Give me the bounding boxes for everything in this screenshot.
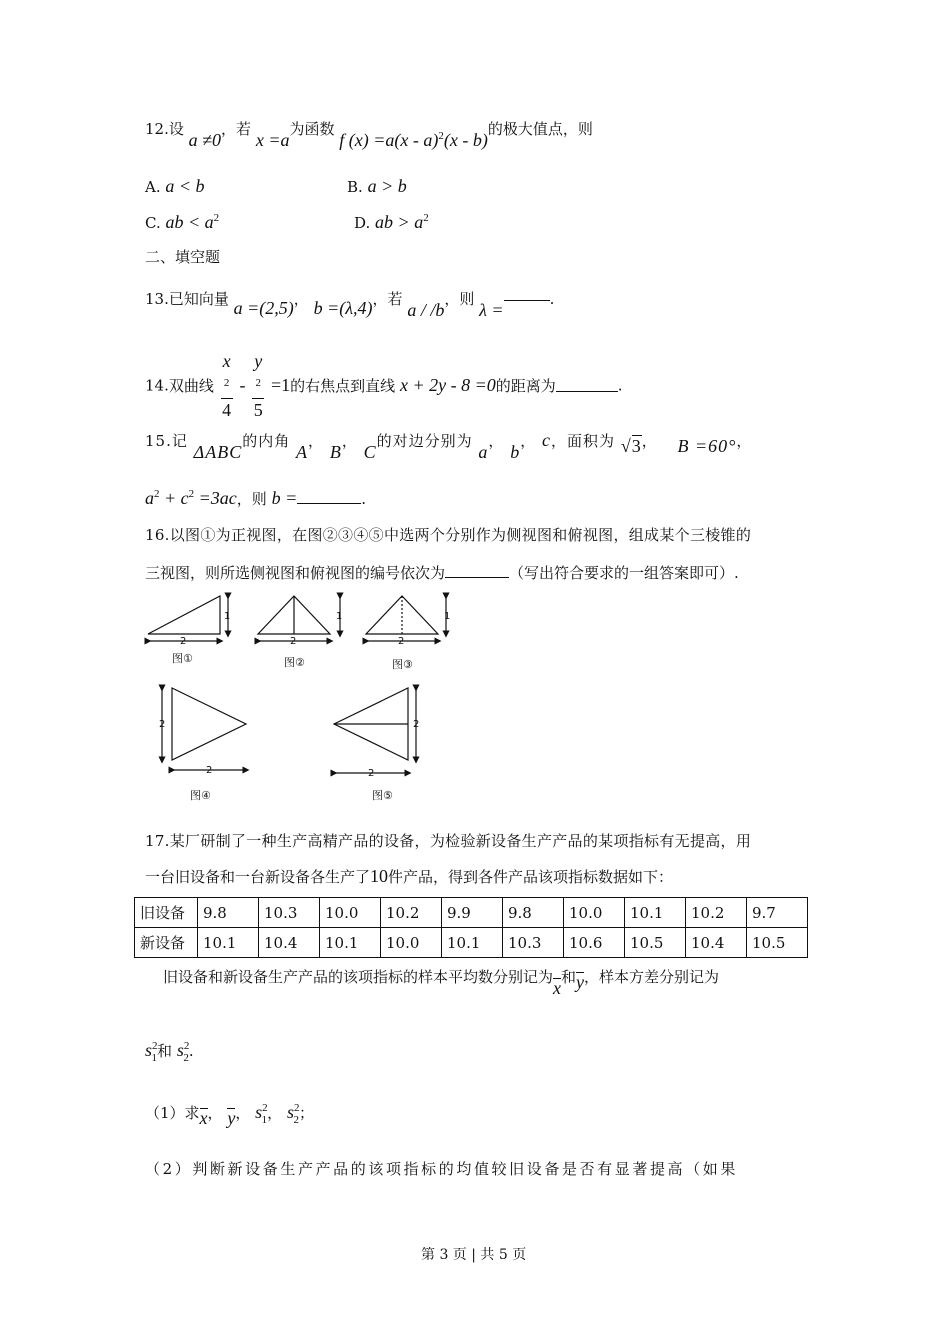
table-cell: 10.0 — [320, 898, 381, 928]
q12-option-a: A. a < b — [145, 176, 205, 196]
q12-option-d: D. ab > $a^2$ — [354, 212, 429, 232]
q16-figures — [140, 588, 470, 813]
q17-line3: 旧设备和新设备生产产品的该项指标的样本平均数分别记为x和y，样本方差分别记为 — [163, 968, 720, 998]
table-cell: 10.5 — [747, 928, 808, 958]
fig2-caption: 图② — [284, 656, 305, 669]
row-header: 旧设备 — [135, 898, 198, 928]
row-header: 新设备 — [135, 928, 198, 958]
q14-frac-x: x $^2$ 4 — [222, 351, 232, 420]
q17-sub1: （1）求x， y， $s^2_1$， $s^2_2$； — [145, 1102, 314, 1128]
q15-stem-line2: $a^2 + c^2 =3ac$，则 b = . — [145, 488, 367, 508]
q13-answer-blank — [504, 288, 550, 301]
q15-stem-line1: 15.记 ΔABC的内角 A， B， C的对边分别为 a， b， c，面积为 √3， B =60°， — [145, 430, 753, 462]
q15-answer-blank — [297, 491, 361, 504]
table-cell: 9.8 — [503, 898, 564, 928]
table-cell: 10.2 — [381, 898, 442, 928]
fig2-width-label: 2 — [290, 636, 297, 647]
fig1-width-label: 2 — [180, 636, 187, 647]
q14-stem: 14.双曲线 x $^2$ 4 - y $^2$ 5 =1的右焦点到直线 x + 2y - 8 =0的距离为 . — [145, 351, 623, 420]
fig1-caption: 图① — [172, 652, 193, 665]
q17-data-table — [134, 897, 808, 958]
fig3-caption: 图③ — [392, 658, 413, 671]
figure-4 — [162, 688, 246, 770]
q13-stem: 13.已知向量 a =(2,5)， b =(λ,4)，若 a / /b，则 λ =. — [145, 290, 555, 320]
page-footer: 第 3 页 | 共 5 页 — [421, 1247, 527, 1263]
table-cell: 10.0 — [381, 928, 442, 958]
table-cell: 10.0 — [564, 898, 625, 928]
fig4-width-label: 2 — [206, 765, 213, 776]
q17-line1: 17.某厂研制了一种生产高精产品的设备，为检验新设备生产产品的某项指标有无提高，用 — [145, 832, 752, 850]
table-cell: 10.4 — [259, 928, 320, 958]
table-cell: 10.6 — [564, 928, 625, 958]
table-cell: 9.7 — [747, 898, 808, 928]
fig5-caption: 图⑤ — [372, 789, 393, 802]
table-cell: 10.5 — [625, 928, 686, 958]
q12-option-c: C. ab < $a^2$ — [145, 212, 220, 232]
fig3-width-label: 2 — [398, 636, 405, 647]
table-cell: 10.3 — [259, 898, 320, 928]
fig4-height-label: 2 — [159, 719, 166, 730]
q12-stem: 12.设 a ≠0，若 x =a为函数 f (x) =a(x - a)$^2$(x - b)的极大值点，则 — [145, 120, 593, 150]
q17-line4: $s^2_1$和 $s^2_2$. — [145, 1040, 194, 1064]
table-cell: 10.4 — [686, 928, 747, 958]
figure-5 — [334, 688, 416, 773]
fig5-width-label: 2 — [368, 768, 375, 779]
table-cell: 10.1 — [198, 928, 259, 958]
table-cell: 10.1 — [625, 898, 686, 928]
q16-line2: 三视图，则所选侧视图和俯视图的编号依次为 （写出符合要求的一组答案即可）. — [145, 564, 739, 582]
table-row — [135, 898, 808, 928]
fig4-caption: 图④ — [190, 789, 211, 802]
fig4-triangle — [172, 688, 246, 760]
figure-3 — [366, 596, 446, 641]
fig5-height-label: 2 — [413, 719, 420, 730]
table-cell: 10.3 — [503, 928, 564, 958]
q16-answer-blank — [445, 565, 509, 578]
fig3-height-label: 1 — [444, 611, 451, 622]
table-row — [135, 928, 808, 958]
fig2-height-label: 1 — [336, 611, 343, 622]
figure-1 — [148, 596, 231, 641]
fig1-height-label: 1 — [224, 611, 231, 622]
q16-line1: 16.以图①为正视图，在图②③④⑤中选两个分别作为侧视图和俯视图，组成某个三棱锥的 — [145, 526, 752, 544]
q17-line2: 一台旧设备和一台新设备各生产了10件产品，得到各件产品该项指标数据如下： — [145, 866, 674, 886]
q14-answer-blank — [556, 379, 618, 392]
table-cell: 10.2 — [686, 898, 747, 928]
q14-frac-y: y $^2$ 5 — [253, 351, 263, 420]
section-title: 二、填空题 — [145, 248, 221, 266]
table-cell: 10.1 — [320, 928, 381, 958]
fig1-triangle — [148, 596, 220, 634]
q12-option-b: B. a > b — [347, 176, 407, 196]
table-cell: 10.1 — [442, 928, 503, 958]
q17-sub2: （2）判断新设备生产产品的该项指标的均值较旧设备是否有显著提高（如果 — [145, 1160, 738, 1178]
figure-2 — [258, 596, 343, 641]
table-cell: 9.8 — [198, 898, 259, 928]
table-cell: 9.9 — [442, 898, 503, 928]
